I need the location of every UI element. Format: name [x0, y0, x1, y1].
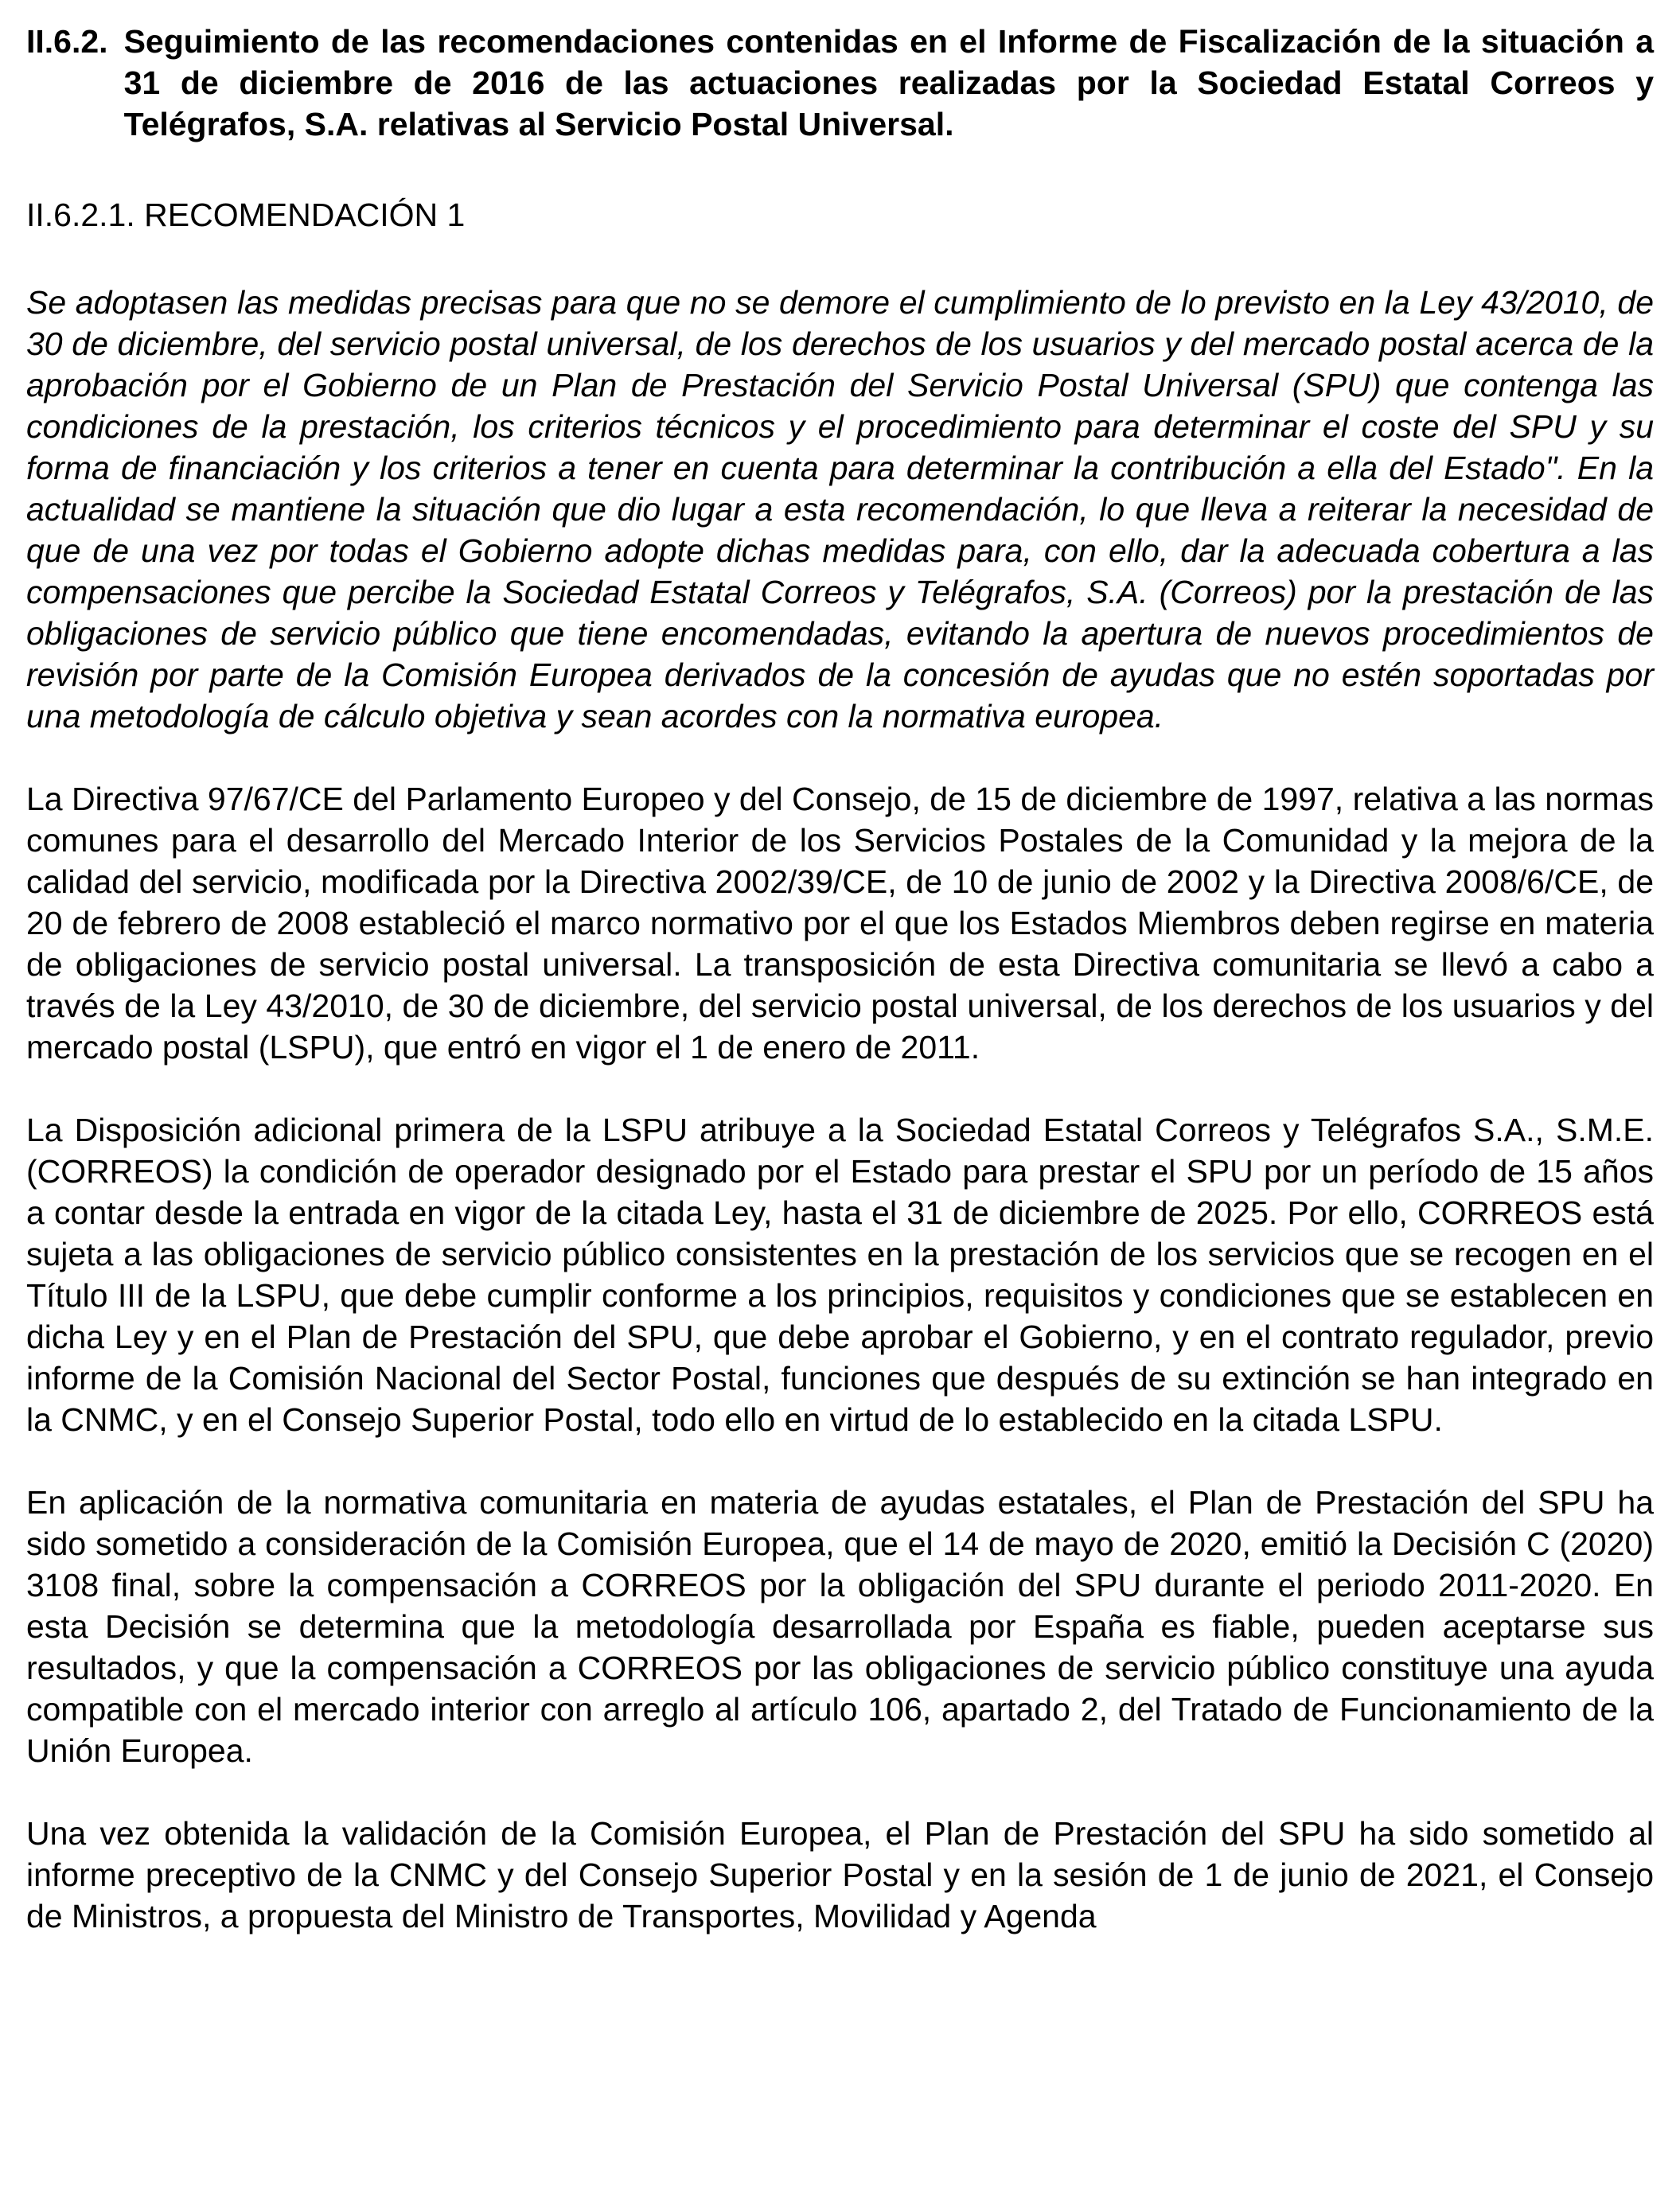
- paragraph-plan-validation: Una vez obtenida la validación de la Comisión Europea, el Plan de Prestación del SPU ha sido sometido al informe preceptivo de la CNMC y del Consejo Superior Postal y en la sesión de 1 de junio de 2021, el Consejo de Ministros, a propuesta del Ministro de Transportes, Movilidad y Agenda: [26, 1815, 1654, 1934]
- section-heading: [26, 21, 1654, 145]
- section-number: II.6.2.: [26, 23, 108, 60]
- subsection-heading: II.6.2.1. RECOMENDACIÓN 1: [26, 197, 466, 233]
- section-title: Seguimiento de las recomendaciones contenidas en el Informe de Fiscalización de la situación a 31 de diciembre de 2016 de las actuaciones realizadas por la Sociedad Estatal Correos y Telégrafos, S.A. relativas al Servicio Postal Universal.: [123, 23, 1654, 142]
- paragraph-directive-background: La Directiva 97/67/CE del Parlamento Europeo y del Consejo, de 15 de diciembre de 1997, relativa a las normas comunes para el desarrollo del Mercado Interior de los Servicios Postales de la Comunidad y la mejora de la calidad del servicio, modificada por la Directiva 2002/39/CE, de 10 de junio de 2002 y la Directiva 2008/6/CE, de 20 de febrero de 2008 estableció el marco normativo por el que los Estados Miembros deben regirse en materia de obligaciones de servicio postal universal. La transposición de esta Directiva comunitaria se llevó a cabo a través de la Ley 43/2010, de 30 de diciembre, del servicio postal universal, de los derechos de los usuarios y del mercado postal (LSPU), que entró en vigor el 1 de enero de 2011.: [26, 781, 1654, 1066]
- paragraph-lspu-designation: La Disposición adicional primera de la LSPU atribuye a la Sociedad Estatal Correos y Telégrafos S.A., S.M.E. (CORREOS) la condición de operador designado por el Estado para prestar el SPU por un período de 15 años a contar desde la entrada en vigor de la citada Ley, hasta el 31 de diciembre de 2025. Por ello, CORREOS está sujeta a las obligaciones de servicio público consistentes en la prestación de los servicios que se recogen en el Título III de la LSPU, que debe cumplir conforme a los principios, requisitos y condiciones que se establecen en dicha Ley y en el Plan de Prestación del SPU, que debe aprobar el Gobierno, y en el contrato regulador, previo informe de la Comisión Nacional del Sector Postal, funciones que después de su extinción se han integrado en la CNMC, y en el Consejo Superior Postal, todo ello en virtud de lo establecido en la citada LSPU.: [26, 1112, 1654, 1438]
- paragraph-ec-decision: En aplicación de la normativa comunitaria en materia de ayudas estatales, el Plan de Prestación del SPU ha sido sometido a consideración de la Comisión Europea, que el 14 de mayo de 2020, emitió la Decisión C (2020) 3108 final, sobre la compensación a CORREOS por la obligación del SPU durante el periodo 2011-2020. En esta Decisión se determina que la metodología desarrollada por España es fiable, pueden aceptarse sus resultados, y que la compensación a CORREOS por las obligaciones de servicio público constituye una ayuda compatible con el mercado interior con arreglo al artículo 106, apartado 2, del Tratado de Funcionamiento de la Unión Europea.: [26, 1484, 1654, 1769]
- paragraph-recommendation-quote: Se adoptasen las medidas precisas para que no se demore el cumplimiento de lo previsto en la Ley 43/2010, de 30 de diciembre, del servicio postal universal, de los derechos de los usuarios y del mercado postal acerca de la aprobación por el Gobierno de un Plan de Prestación del Servicio Postal Universal (SPU) que contenga las condiciones de la prestación, los criterios técnicos y el procedimiento para determinar el coste del SPU y su forma de financiación y los criterios a tener en cuenta para determinar la contribución a ella del Estado". En la actualidad se mantiene la situación que dio lugar a esta recomendación, lo que lleva a reiterar la necesidad de que de una vez por todas el Gobierno adopte dichas medidas para, con ello, dar la adecuada cobertura a las compensaciones que percibe la Sociedad Estatal Correos y Telégrafos, S.A. (Correos) por la prestación de las obligaciones de servicio público que tiene encomendadas, evitando la apertura de nuevos procedimientos de revisión por parte de la Comisión Europea derivados de la concesión de ayudas que no estén soportadas por una metodología de cálculo objetiva y sean acordes con la normativa europea.: [26, 284, 1654, 734]
